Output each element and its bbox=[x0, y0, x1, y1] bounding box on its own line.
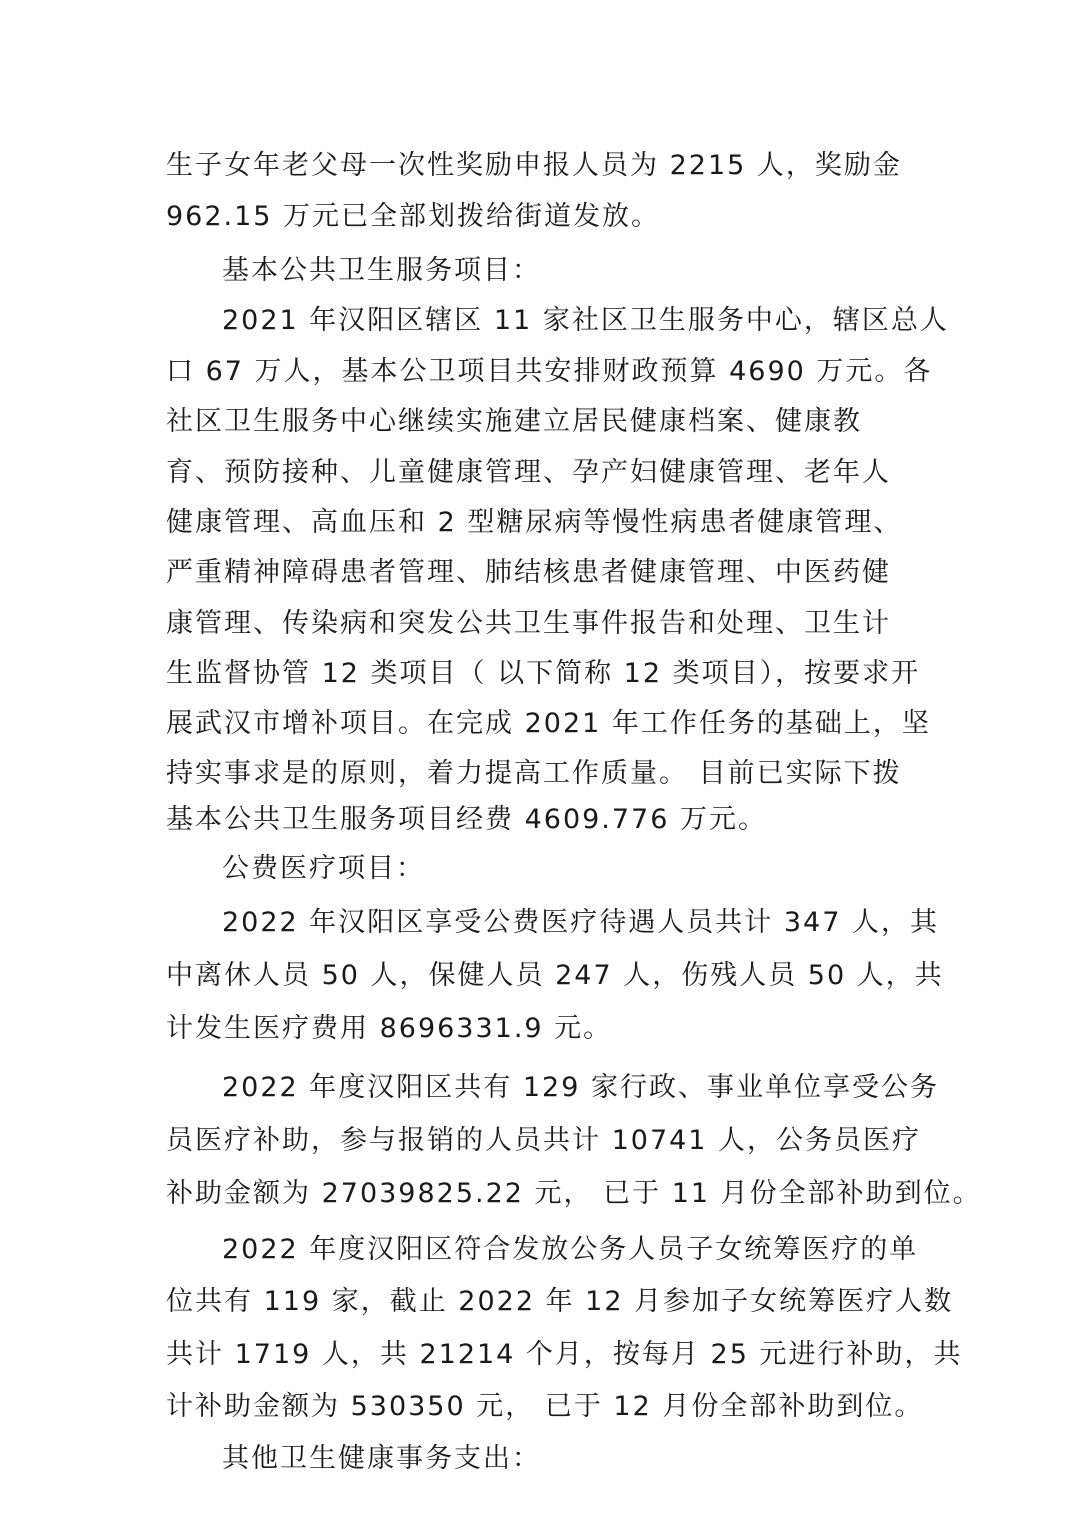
text-line: 补助金额为 27039825.22 元， 已于 11 月份全部补助到位。 bbox=[166, 1178, 982, 1209]
text-line: 口 67 万人，基本公卫项目共安排财政预算 4690 万元。各 bbox=[166, 356, 933, 387]
text-line: 生子女年老父母一次性奖励申报人员为 2215 人，奖励金 bbox=[166, 150, 902, 181]
text-line: 育、预防接种、儿童健康管理、孕产妇健康管理、老年人 bbox=[166, 457, 891, 488]
text-line: 健康管理、高血压和 2 型糖尿病等慢性病患者健康管理、 bbox=[166, 507, 903, 538]
text-line: 基本公共卫生服务项目经费 4609.776 万元。 bbox=[166, 804, 767, 835]
text-line: 2022 年度汉阳区符合发放公务人员子女统筹医疗的单 bbox=[222, 1234, 919, 1265]
text-line: 计发生医疗费用 8696331.9 元。 bbox=[166, 1013, 613, 1044]
text-line: 康管理、传染病和突发公共卫生事件报告和处理、卫生计 bbox=[166, 608, 891, 639]
text-line: 2022 年度汉阳区共有 129 家行政、事业单位享受公务 bbox=[222, 1072, 939, 1103]
text-line: 中离休人员 50 人，保健人员 247 人，伤残人员 50 人，共 bbox=[166, 960, 944, 991]
text-line: 2021 年汉阳区辖区 11 家社区卫生服务中心，辖区总人 bbox=[222, 305, 949, 336]
text-line: 员医疗补助，参与报销的人员共计 10741 人，公务员医疗 bbox=[166, 1125, 922, 1156]
text-line: 2022 年汉阳区享受公费医疗待遇人员共计 347 人，其 bbox=[222, 907, 939, 938]
text-line: 位共有 119 家，截止 2022 年 12 月参加子女统筹医疗人数 bbox=[166, 1286, 954, 1317]
text-line: 计补助金额为 530350 元， 已于 12 月份全部补助到位。 bbox=[166, 1391, 924, 1422]
section-heading: 公费医疗项目： bbox=[222, 853, 425, 884]
text-line: 持实事求是的原则，着力提高工作质量。 目前已实际下拨 bbox=[166, 758, 902, 789]
text-line: 962.15 万元已全部划拨给街道发放。 bbox=[166, 201, 661, 232]
text-line: 生监督协管 12 类项目（ 以下简称 12 类项目），按要求开 bbox=[166, 658, 921, 689]
section-heading: 基本公共卫生服务项目： bbox=[222, 255, 541, 286]
text-line: 严重精神障碍患者管理、肺结核患者健康管理、中医药健 bbox=[166, 557, 891, 588]
text-line: 共计 1719 人，共 21214 个月，按每月 25 元进行补助，共 bbox=[166, 1339, 963, 1370]
text-line: 展武汉市增补项目。在完成 2021 年工作任务的基础上，坚 bbox=[166, 708, 931, 739]
text-line: 社区卫生服务中心继续实施建立居民健康档案、健康教 bbox=[166, 406, 862, 437]
section-heading: 其他卫生健康事务支出： bbox=[222, 1443, 541, 1474]
